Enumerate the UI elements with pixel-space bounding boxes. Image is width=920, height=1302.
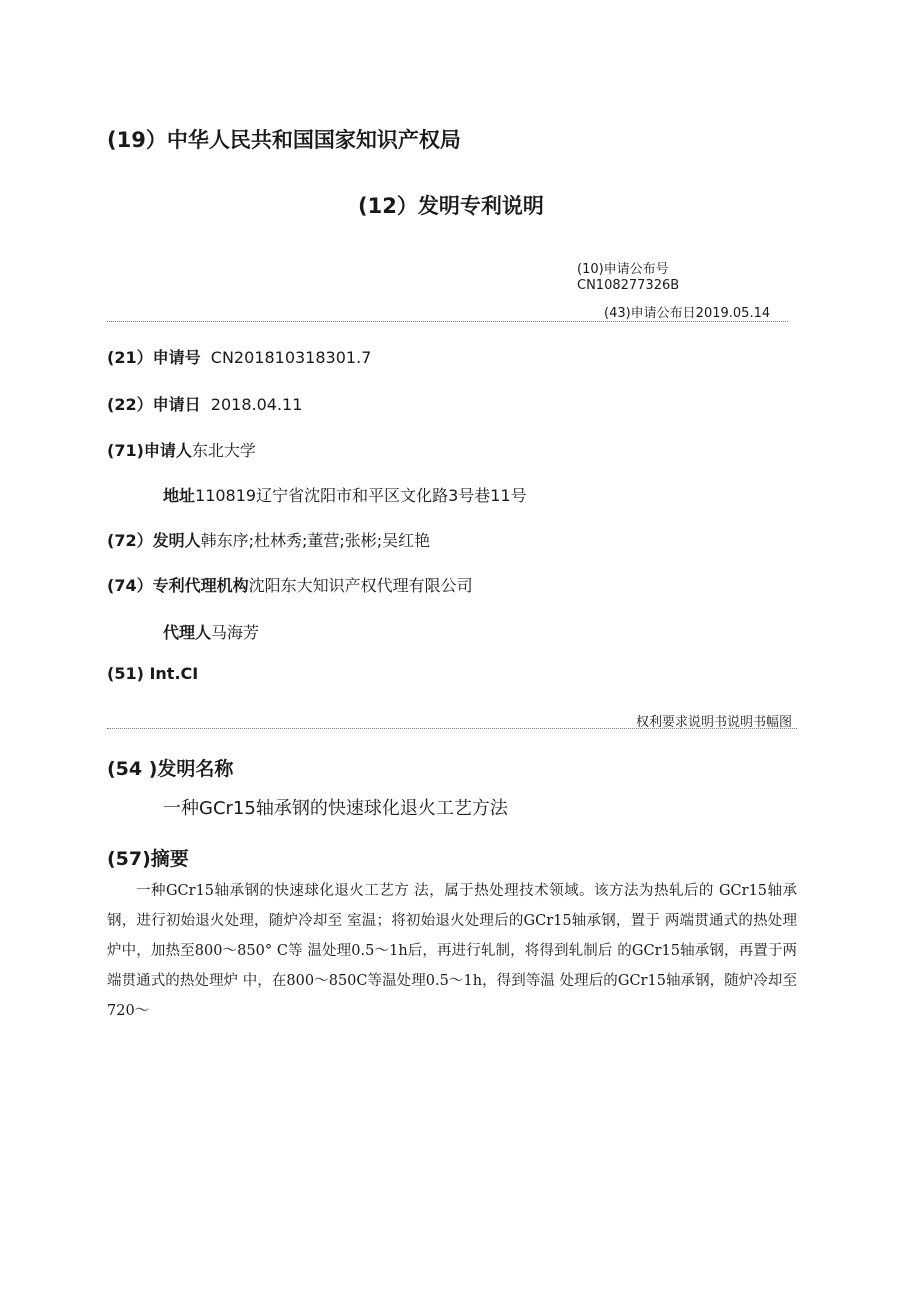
- applicant-code: (71): [107, 441, 144, 460]
- address-value: 110819辽宁省沈阳市和平区文化路3号巷11号: [195, 486, 527, 505]
- publication-number: CN108277326B: [577, 278, 680, 293]
- application-date-code: (22）: [107, 395, 153, 414]
- document-type-heading: (12）发明专利说明: [358, 194, 544, 218]
- header-divider: [107, 321, 788, 322]
- section-divider: [107, 728, 797, 729]
- agency-label: 专利代理机构: [152, 576, 249, 595]
- applicant-label: 申请人: [143, 441, 192, 460]
- application-number-value: CN201810318301.7: [210, 348, 372, 367]
- agent-value: 马海芳: [211, 623, 260, 642]
- application-number-label: 申请号: [152, 348, 201, 367]
- invention-title-label: (54 )发明名称: [107, 758, 234, 780]
- inventor-label: 发明人: [152, 531, 201, 550]
- document-parts: 权利要求说明书说明书幅图: [636, 715, 793, 730]
- application-date-label: 申请日: [152, 395, 201, 414]
- agent-label: 代理人: [163, 623, 212, 642]
- publication-number-label: (10)申请公布号: [577, 262, 669, 277]
- address-row: [163, 483, 527, 506]
- application-number-code: (21）: [107, 348, 153, 367]
- address-label: 地址: [163, 486, 196, 505]
- application-number-row: [107, 345, 371, 368]
- agency-row: [107, 573, 473, 596]
- inventor-row: [107, 528, 430, 551]
- agency-code: (74）: [107, 576, 153, 595]
- agent-row: [163, 620, 259, 643]
- agency-value: 沈阳东大知识产权代理有限公司: [248, 576, 473, 595]
- invention-title: 一种GCr15轴承钢的快速球化退火工艺方法: [163, 798, 508, 819]
- application-date-value: 2018.04.11: [210, 395, 303, 414]
- applicant-value: 东北大学: [191, 441, 256, 460]
- abstract-label: (57)摘要: [107, 848, 189, 870]
- inventor-value: 韩东序;杜林秀;董营;张彬;吴红艳: [200, 531, 431, 550]
- int-cl-label: (51) Int.CI: [107, 664, 199, 683]
- inventor-code: (72）: [107, 531, 153, 550]
- authority-heading: (19）中华人民共和国国家知识产权局: [107, 128, 461, 152]
- abstract-text: 一种GCr15轴承钢的快速球化退火工艺方 法，属于热处理技术领域。该方法为热轧后的 GCr15轴承钢，进行初始退火处理，随炉冷却至 室温；将初始退火处理后的GCr15轴承钢，置于 两端贯通式的热处理炉中，加热至800〜850° C等 温处理0.5〜1h后，再进行轧制，将得到轧制后 的GCr15轴承钢，再置于两端贯通式的热处理炉 中，在800〜850C等温处理0.5〜1h，得到等温 处理后的GCr15轴承钢，随炉冷却至720〜: [107, 883, 797, 1019]
- applicant-row: [107, 438, 256, 461]
- application-date-row: [107, 392, 302, 415]
- publication-date: (43)申请公布日2019.05.14: [604, 306, 771, 321]
